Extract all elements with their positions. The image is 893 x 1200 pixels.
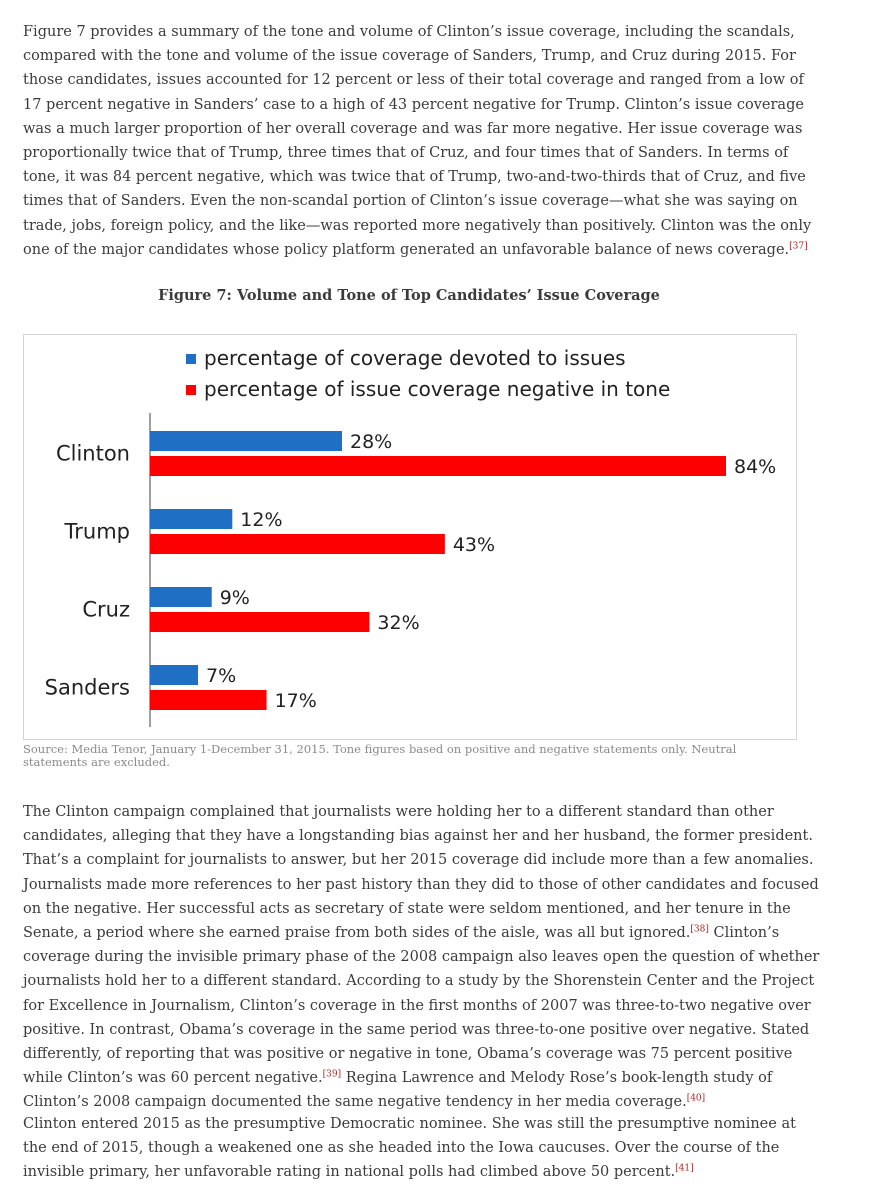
data-label-sanders-series-2: 17% <box>274 690 317 712</box>
body-paragraph-3 <box>23 1112 823 1185</box>
legend-swatch-2 <box>186 385 196 395</box>
chart-container <box>23 334 797 740</box>
source-note: Source: Media Tenor, January 1-December 31, 2015. Tone figures based on positive and negative statements only. Neutral statements are excluded. <box>23 742 737 769</box>
bar-chart <box>24 335 796 739</box>
data-label-clinton-series-2: 84% <box>734 456 777 478</box>
data-label-cruz-series-1: 9% <box>219 587 250 609</box>
bar-cruz-series-2 <box>150 612 369 632</box>
legend-label-1: percentage of coverage devoted to issues <box>204 346 626 370</box>
body-text-3: Clinton entered 2015 as the presumptive Democratic nominee. She was still the presumptive nominee at the end of 2015, though a weakened one as she headed into the Iowa caucuses. Over the course of the invisible primary, her unfavorable rating in national polls had climbed above 50 percent. <box>23 1116 796 1181</box>
body-text-2c: Regina Lawrence and Melody Rose’s book-length study of Clinton’s 2008 campaign documented the same negative tendency in her media coverage. <box>23 1070 773 1111</box>
figure-title: Figure 7: Volume and Tone of Top Candidates’ Issue Coverage <box>158 287 660 304</box>
bar-sanders-series-2 <box>150 690 267 710</box>
bar-clinton-series-2 <box>150 456 726 476</box>
bar-cruz-series-1 <box>150 587 212 607</box>
category-label-cruz: Cruz <box>82 597 130 622</box>
category-label-trump: Trump <box>64 519 130 544</box>
body-text-2b: Clinton’s coverage during the invisible primary phase of the 2008 campaign also leaves open the question of whether journalists hold her to a different standard. According to a study by the Shorenstein Center and the Project for Excellence in Journalism, Clinton’s coverage in the first months of 2007 was three-to-two negative over positive. In contrast, Obama’s coverage in the same period was three-to-one positive over negative. Stated differently, of reporting that was positive or negative in tone, Obama’s coverage was 75 percent positive while Clinton’s was 60 percent negative. <box>23 925 820 1087</box>
bar-trump-series-2 <box>150 534 445 554</box>
body-text-2a: The Clinton campaign complained that journalists were holding her to a different standard than other candidates, alleging that they have a longstanding bias against her and her husband, the former president. That’s a complaint for journalists to answer, but her 2015 coverage did include more than a few anomalies. Journalists made more references to her past history than they did to those of other candidates and focused on the negative. Her successful acts as secretary of state were seldom mentioned, and her tenure in the Senate, a period where she earned praise from both sides of the aisle, was all but ignored. <box>23 804 819 942</box>
legend-swatch-1 <box>186 354 196 364</box>
data-label-cruz-series-2: 32% <box>377 612 420 634</box>
legend-label-2: percentage of issue coverage negative in tone <box>204 377 671 401</box>
footnote-37-link[interactable]: [37] <box>789 241 808 252</box>
category-label-clinton: Clinton <box>55 441 130 466</box>
data-label-clinton-series-1: 28% <box>350 431 393 453</box>
footnote-40-link[interactable]: [40] <box>686 1094 706 1105</box>
intro-text: Figure 7 provides a summary of the tone and volume of Clinton’s issue coverage, including the scandals, compared with the tone and volume of the issue coverage of Sanders, Trump, and Cruz during 2015. For those candidates, issues accounted for 12 percent or less of their total coverage and ranged from a low of 17 percent negative in Sanders’ case to a high of 43 percent negative for Trump. Clinton’s issue coverage was a much larger proportion of her overall coverage and was far more negative. Her issue coverage was proportionally twice that of Trump, three times that of Cruz, and four times that of Sanders. In terms of tone, it was 84 percent negative, which was twice that of Trump, two-and-two-thirds that of Cruz, and five times that of Sanders. Even the non-scandal portion of Clinton’s issue coverage—what she was saying on trade, jobs, foreign policy, and the like—was reported more negatively than positively. Clinton was the only one of the major candidates whose policy platform generated an unfavorable balance of news coverage. <box>23 24 812 258</box>
footnote-39-link[interactable]: [39] <box>322 1069 342 1080</box>
data-label-trump-series-1: 12% <box>240 509 283 531</box>
footnote-38-link[interactable]: [38] <box>690 924 709 935</box>
bar-trump-series-1 <box>150 509 232 529</box>
intro-paragraph <box>23 20 823 262</box>
category-label-sanders: Sanders <box>44 675 130 700</box>
bar-clinton-series-1 <box>150 431 342 451</box>
data-label-trump-series-2: 43% <box>452 534 496 556</box>
footnote-41-link[interactable]: [41] <box>675 1164 694 1175</box>
data-label-sanders-series-1: 7% <box>206 665 237 687</box>
body-paragraph-2 <box>23 800 823 1115</box>
bar-sanders-series-1 <box>150 665 198 685</box>
